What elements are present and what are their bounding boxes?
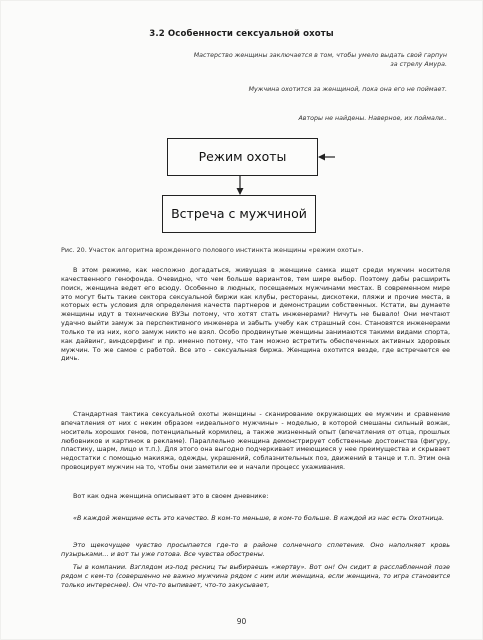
- figure-caption: Рис. 20. Участок алгоритма врожденного полового инстинкта женщины «режим охоты».: [61, 246, 364, 254]
- diary-quote-1: «В каждой женщине есть это качество. В ком-то меньше, в ком-то больше. В каждой из нас есть Охотница.: [73, 514, 445, 522]
- meeting-man-box: Встреча с мужчиной: [162, 195, 316, 233]
- page-number: 90: [236, 617, 247, 626]
- paragraph-2: Стандартная тактика сексуальной охоты женщины - сканирование окружающих ее мужчин и сравнение впечатления от них с неким образом «идеального мужчины» - моделью, в которой смешаны сильный вожак, носитель хороших генов, потенциальный кормилец, а также жизненный опыт (впечатления от отца, прошлых любовников и картинок в рекламе). Параллельно женщина демонстрирует собственные достоинства (фигуру, пластику, шарм, лицо и т.п.). Для этого она выгодно подчеркивает имеющиеся у нее преимущества и скрывает недостатки с помощью макияжа, одежды, украшений, соблазнительных поз, движений в танце и т.п. Этим она провоцирует мужчин на то, чтобы они заметили ее и начали процесс ухаживания.: [61, 410, 450, 472]
- paragraph-3: Вот как одна женщина описывает это в своем дневнике:: [73, 492, 269, 500]
- paragraph-1: В этом режиме, как несложно догадаться, живущая в женщине самка ищет среди мужчин носителя качественного генофонда. Очевидно, что чем больше вариантов, тем шире выбор. Поэтому дабы расширить поиск, женщина ведет его всюду. Особенно в людных, посещаемых мужчинами местах. В современном мире это могут быть такие сектора сексуальной биржи как клубы, рестораны, дискотеки, пляжи и прочие места, в которых есть условия для определения качеств партнеров и демонстрации собственных. Кстати, вы думаете женщины идут в технические ВУЗы потому, что хотят стать инженерами? Ничуть не бывало! Они мечтают удачно выйти замуж за перспективного инженера и забыть учебу как страшный сон. Становятся инженерами только те из них, кого замуж никто не взял. Особо продвинутые женщины занимаются такими видами спорта, как дайвинг, виндсерфинг и пр. именно потому, что там можно встретить обеспеченных активных здоровых мужчин. То же самое с работой. Все это - сексуальная биржа. Женщина охотится везде, где встречается ее дичь.: [61, 266, 450, 363]
- section-title: 3.2 Особенности сексуальной охоты: [149, 29, 334, 39]
- diary-quote-3: Ты в компании. Взглядом из-под ресниц ты выбираешь «жертву». Вот он! Он сидит в расслабленной позе рядом с кем-то (совершенно не важно мужчина рядом с ним или женщина, если женщина, то игра становится только интереснее). Он что-то выпивает, что-то закусывает,: [61, 563, 450, 589]
- hunting-mode-box: Режим охоты: [167, 138, 318, 176]
- epigraph-3: Авторы не найдены. Наверное, их поймали..: [298, 115, 447, 122]
- diary-quote-2: Это щекочущее чувство просыпается где-то в районе солнечного сплетения. Оно наполняет кровь пузырьками… и вот ты уже готова. Все чувства обострены.: [61, 541, 450, 558]
- epigraph-1: Мастерство женщины заключается в том, чтобы умело выдать свой гарпун за стрелу Амура.: [193, 52, 447, 68]
- epigraph-2: Мужчина охотится за женщиной, пока она его не поймает.: [248, 86, 447, 93]
